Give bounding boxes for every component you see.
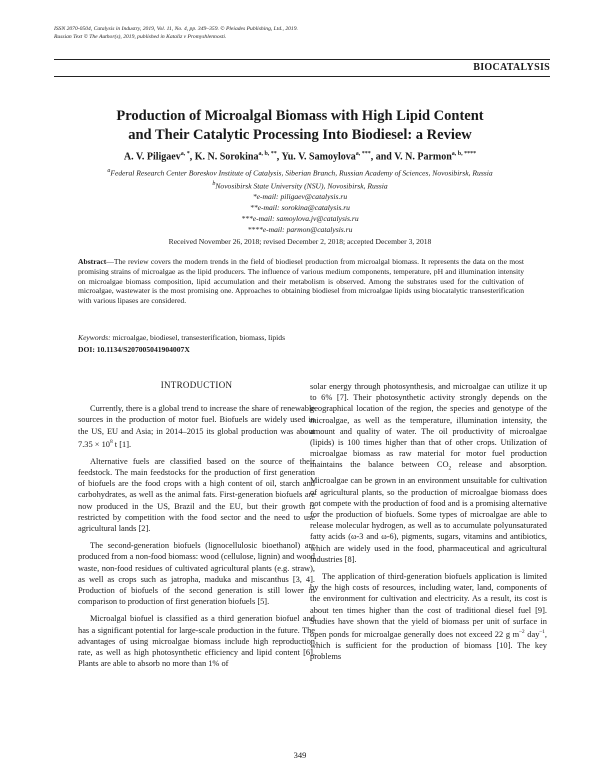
paragraph xyxy=(310,381,547,565)
abstract-text: —The review covers the modern trends in the field of biodiesel production from microalgal biomass. It represents the data on the most promising strains of microalgae as the lipid producers. The influence of various medium components, temperature, pH and illumination intensity on microalgae biomass composition, lipid accumulation and their metabolism is observed. Among the substrates used for the cultivation of microalgae, wastewater is the most promising one. Approaches to obtaining biodiesel from microalgae lipids using biocatalytic transesterification with various lipases are considered. xyxy=(78,257,524,306)
paragraph: Alternative fuels are classified based on the source of their feedstock. The main feedstocks for the production of first generation of biofuels are the food crops with a high content of oil, starch and carbohydrates, as well as the animal fats. First-generation biofuels are now produced in the US, Brazil and the EU, but their growth is restricted by competition with the food sector and the need to use agricultural lands [2]. xyxy=(78,456,315,534)
affiliation-b xyxy=(40,179,560,192)
paragraph-text: The application of third-generation biofuels application is limited by the high costs of resources, including water, land, components of the environment for cultivation and electricity. As a result, its cost is about ten times higher than the cost of traditional diesel fuel [9]. Studies have shown that the yield of biomass per unit of surface in open ponds for microalgae generally does not exceed 22 g m xyxy=(310,571,547,639)
doi-value: 10.1134/S207005041904007X xyxy=(94,345,190,354)
author-name: K. N. Sorokina xyxy=(194,151,259,163)
section-heading: INTRODUCTION xyxy=(160,380,233,390)
paragraph-text: t [1]. xyxy=(112,439,132,449)
author-name: V. N. Parmon xyxy=(394,151,452,163)
received-dates: Received November 26, 2018; revised December 2, 2018; accepted December 3, 2018 xyxy=(168,237,432,246)
subscript: 2 xyxy=(448,466,452,473)
paragraph-text: solar energy through photosynthesis, and microalgae can utilize it up to 6% [7]. Their photosynthetic activity strongly depends on the geographical location of the region, the species and genotype of the microalgae, as well as the temperature, illumination intensity, the amount and quality of water. The oil productivity of microalgae (lipids) is 100 times higher than that of other crops. Utilization of microalgae biomass as raw material for motor fuel production maintains the balance between CO xyxy=(310,382,547,470)
affiliations xyxy=(40,166,560,235)
paragraph-text: Currently, there is a global trend to increase the share of renewable sources in the production of motor fuel. Biofuels are widely used in the US, EU and Asia; in 2014–2015 its global production was about 7.35 × 10 xyxy=(78,404,315,449)
paragraph-text: , which is sufficient for the production of biomass [10]. The key problems xyxy=(310,629,547,662)
article-title xyxy=(40,107,560,145)
abstract xyxy=(78,257,524,306)
author-separator: , xyxy=(276,151,282,163)
page-number: 349 xyxy=(293,750,307,760)
author-mark: a, * xyxy=(180,151,190,157)
keywords-text: microalgae, biodiesel, transesterification, biomass, lipids xyxy=(110,333,286,342)
author-list xyxy=(40,151,560,162)
email-line: ***e-mail: samoylova.jv@catalysis.ru xyxy=(241,213,359,223)
exponent: –1 xyxy=(539,628,545,635)
section-label: BIOCATALYSIS xyxy=(473,62,550,73)
doi xyxy=(78,345,524,354)
doi-label: DOI: xyxy=(78,345,95,354)
journal-header xyxy=(54,26,298,41)
author-mark: a, *** xyxy=(355,151,371,157)
email-line: ****e-mail: parmon@catalysis.ru xyxy=(247,224,353,234)
top-rule-thin xyxy=(54,59,550,60)
author-separator: , and xyxy=(370,151,395,163)
keywords-label: Keywords: xyxy=(78,333,111,342)
email-line: *e-mail: piligaev@catalysis.ru xyxy=(252,192,348,202)
journal-header-line-2: Russian Text © The Author(s), 2019, published in Kataliz v Promyshlennosti. xyxy=(54,33,227,40)
title-line-1: Production of Microalgal Biomass with High Lipid Content xyxy=(116,108,484,124)
paragraph-text: release and absorption. Microalgae can be grown in an environment unsuitable for cultivation of agricultural plants, so the production of microalgae biomass does not compete with the production of food and is a promising alternative for the production of biofuels. Some types of microalgae are able to release molecular hydrogen, as well as to accumulate polyunsaturated fatty acids (ω-3 and ω-6), pigments, sugars, vitamins and antibiotics, which are widely used in the food, pharmaceutical and agricultural industries [8]. xyxy=(310,460,547,564)
author-name: Yu. V. Samoylova xyxy=(281,151,356,163)
paragraph xyxy=(310,571,547,662)
body-column-left xyxy=(78,380,315,675)
journal-header-line-1: ISSN 2070-0504, Catalysis in Industry, 2019, Vol. 11, No. 4, pp. 349–359. © Pleiades Publishing, Ltd., 2019. xyxy=(54,26,298,32)
paragraph: The second-generation biofuels (lignocellulosic bioethanol) are produced from a non-food biomass: wood (cellulose, lignin) and wood waste, non-food residues of cultivated agricultural plants (e.g. straw), as well as crops such as jatropha, maduka and miscanthus [3, 4]. Production of biofuels of the second generation is still lower in comparison to production of first generation biofuels [5]. xyxy=(78,541,315,607)
affiliation-a xyxy=(40,166,560,179)
body-column-right xyxy=(310,381,547,668)
affiliation-text: Federal Research Center Boreskov Institute of Catalysis, Siberian Branch, Russian Academy of Sciences, Novosibirsk, Russia xyxy=(110,168,493,178)
paragraph: Microalgal biofuel is classified as a third generation biofuel and has a significant potential for large-scale production in the future. The advantages of using microalgae biomass include high reproduction rate, as well as high photosynthetic efficiency and lipid content [6]. Plants are able to absorb no more than 1% of xyxy=(78,614,315,669)
author-name: A. V. Piligaev xyxy=(123,151,181,163)
affiliation-mark: a xyxy=(107,168,111,174)
abstract-label: Abstract xyxy=(78,257,107,266)
author-separator: , xyxy=(189,151,195,163)
title-line-2: and Their Catalytic Processing Into Biodiesel: a Review xyxy=(128,127,472,143)
paragraph xyxy=(78,403,315,450)
exponent: 8 xyxy=(109,438,113,445)
affiliation-text: Novosibirsk State University (NSU), Novosibirsk, Russia xyxy=(215,181,388,191)
section-rule xyxy=(54,76,550,77)
paragraph-text: day xyxy=(524,629,540,639)
affiliation-mark: b xyxy=(212,181,216,188)
email-line: **e-mail: sorokina@catalysis.ru xyxy=(250,203,350,213)
author-mark: a, b, ** xyxy=(258,151,277,157)
author-mark: a, b, **** xyxy=(451,151,477,157)
keywords xyxy=(78,333,524,342)
exponent: –2 xyxy=(519,628,525,635)
